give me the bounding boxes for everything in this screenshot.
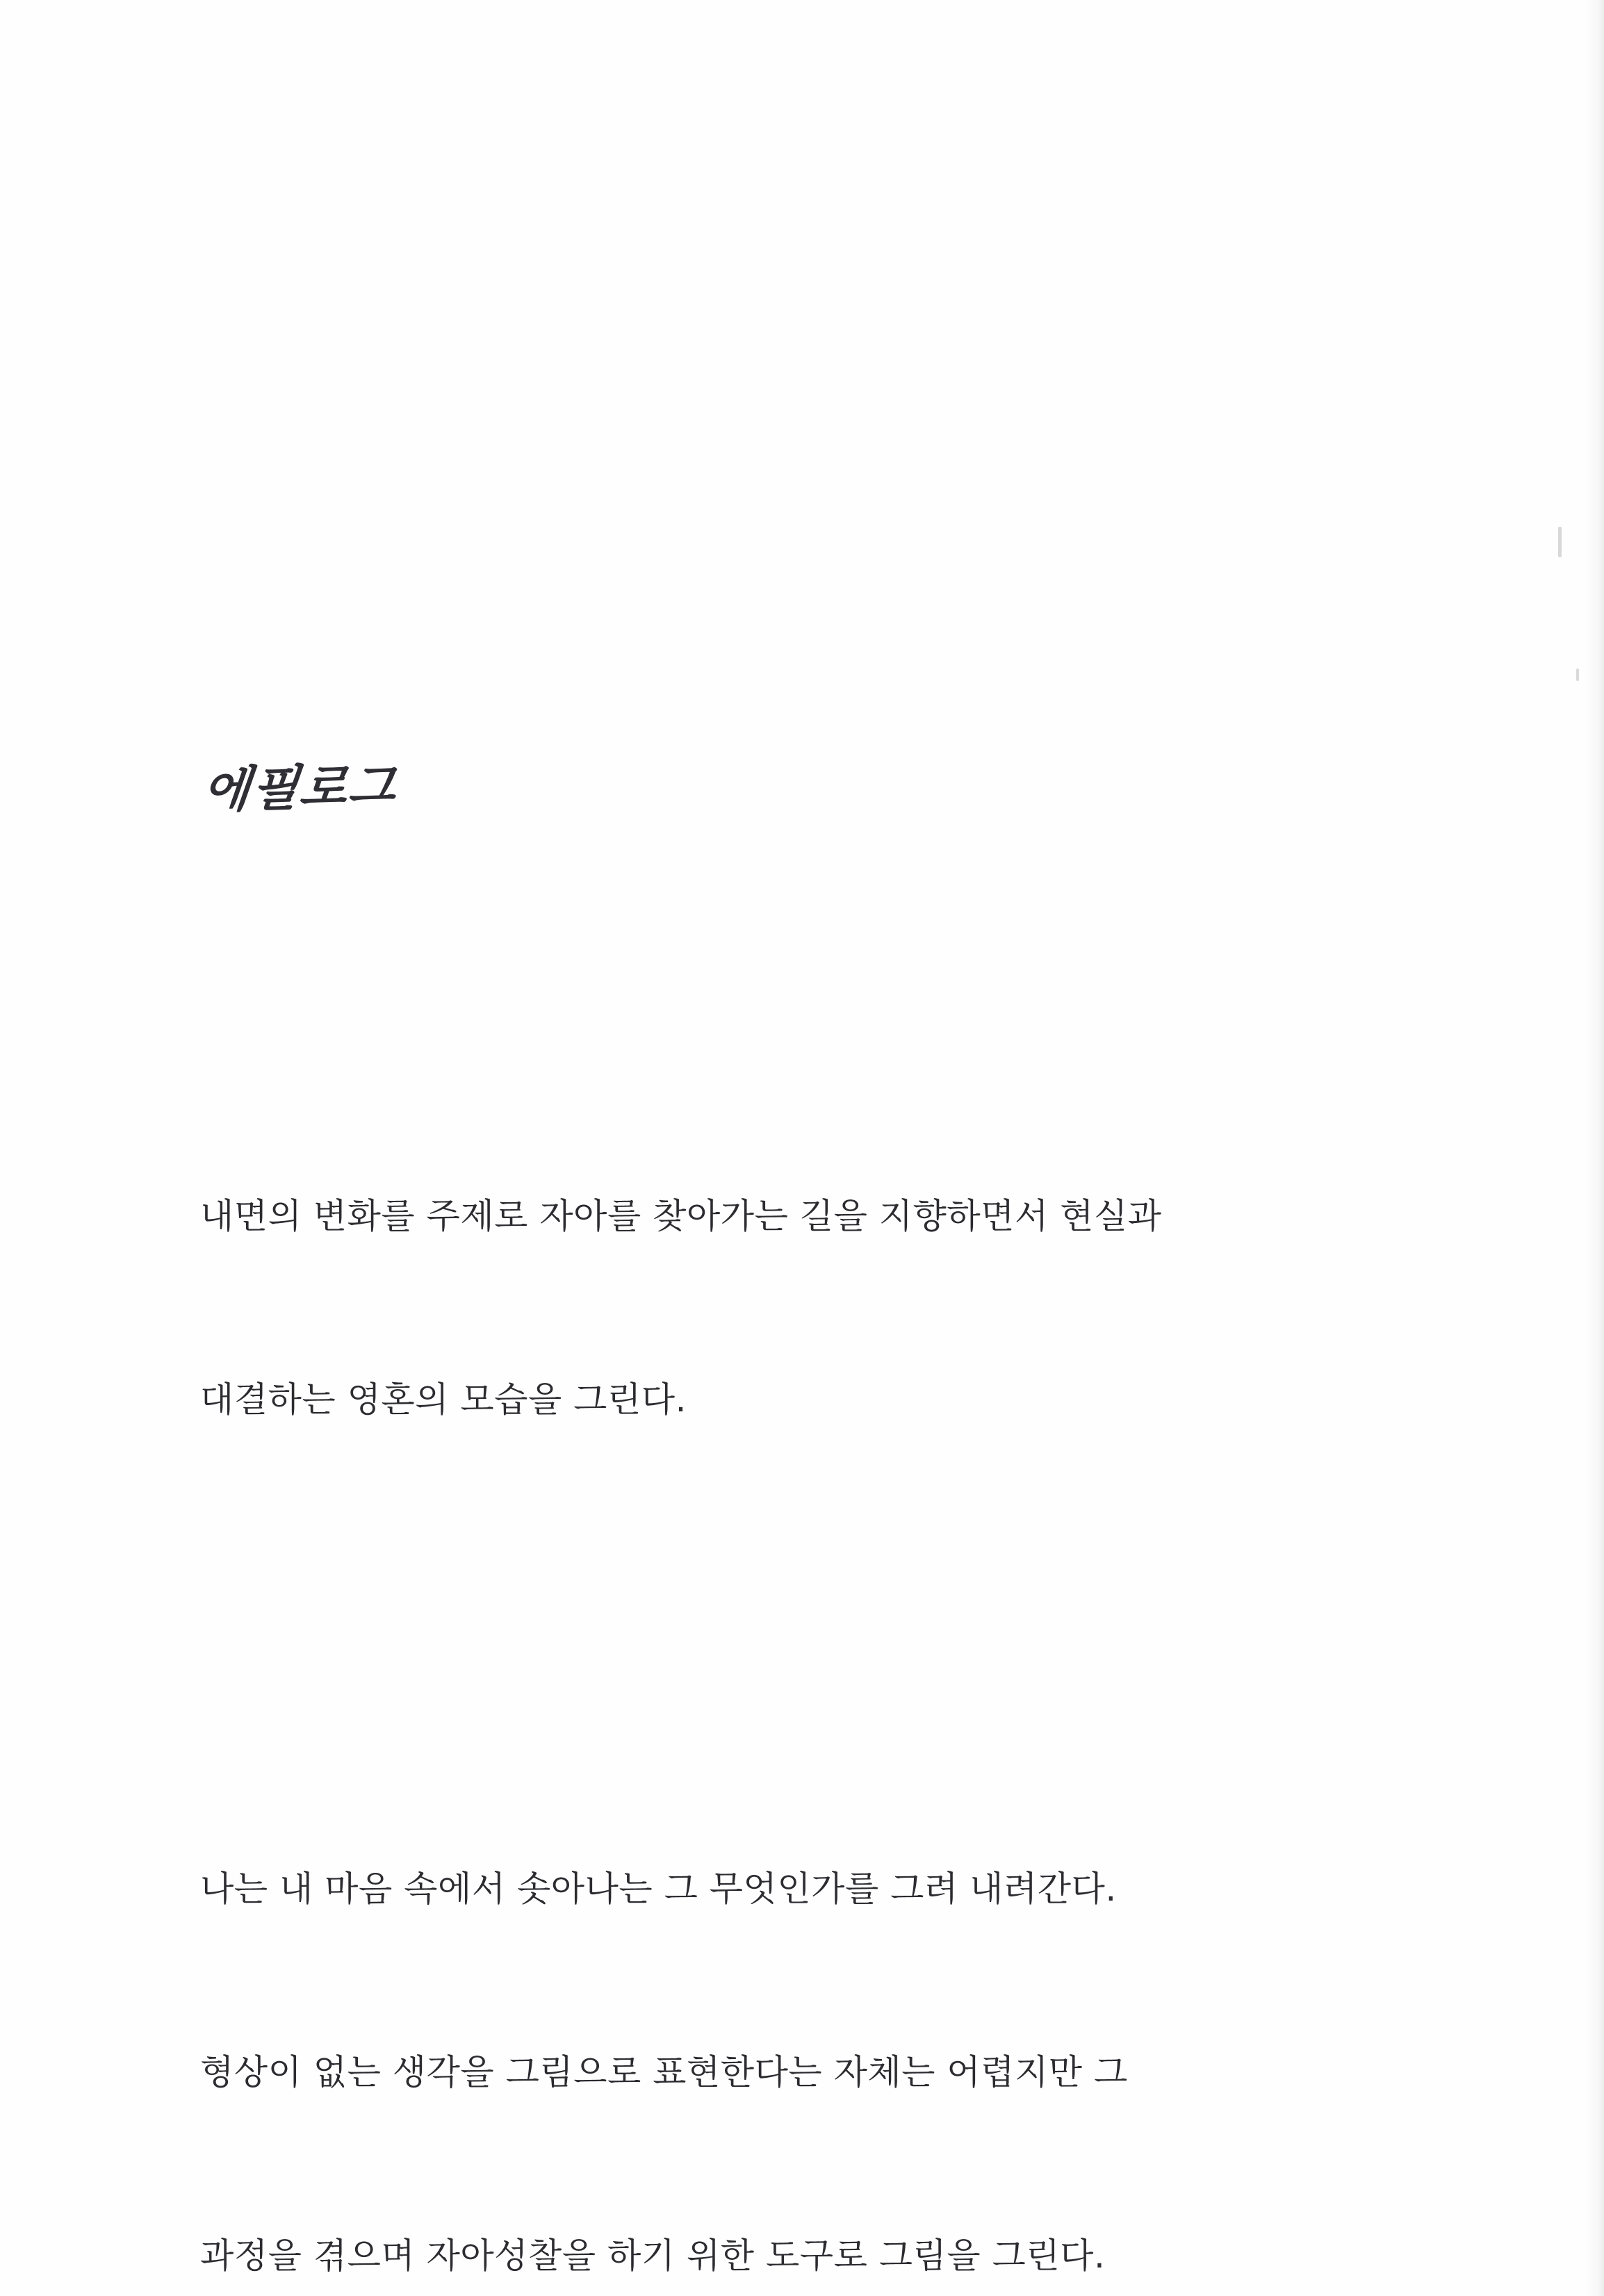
body-text <box>200 880 1396 2296</box>
paragraph <box>200 1736 1396 2296</box>
page-content <box>199 757 1396 2296</box>
text-line: 내면의 변화를 주제로 자아를 찾아가는 길을 지향하면서 현실과 <box>200 1195 1162 1236</box>
text-line: 과정을 겪으며 자아성찰을 하기 위한 도구로 그림을 그린다. <box>200 2235 1106 2276</box>
paragraph <box>200 1063 1396 1552</box>
scan-artifact-mark <box>1576 669 1579 681</box>
text-line: 형상이 없는 생각을 그림으로 표현한다는 자체는 어렵지만 그 <box>200 2051 1128 2092</box>
page-title: 에필로그 <box>199 757 400 819</box>
scan-artifact-mark <box>1558 527 1562 557</box>
text-line: 대결하는 영혼의 모습을 그린다. <box>200 1379 687 1420</box>
page-edge-shading <box>1586 0 1604 2296</box>
text-line: 나는 내 마음 속에서 솟아나는 그 무엇인가를 그려 내려간다. <box>200 1868 1117 1909</box>
